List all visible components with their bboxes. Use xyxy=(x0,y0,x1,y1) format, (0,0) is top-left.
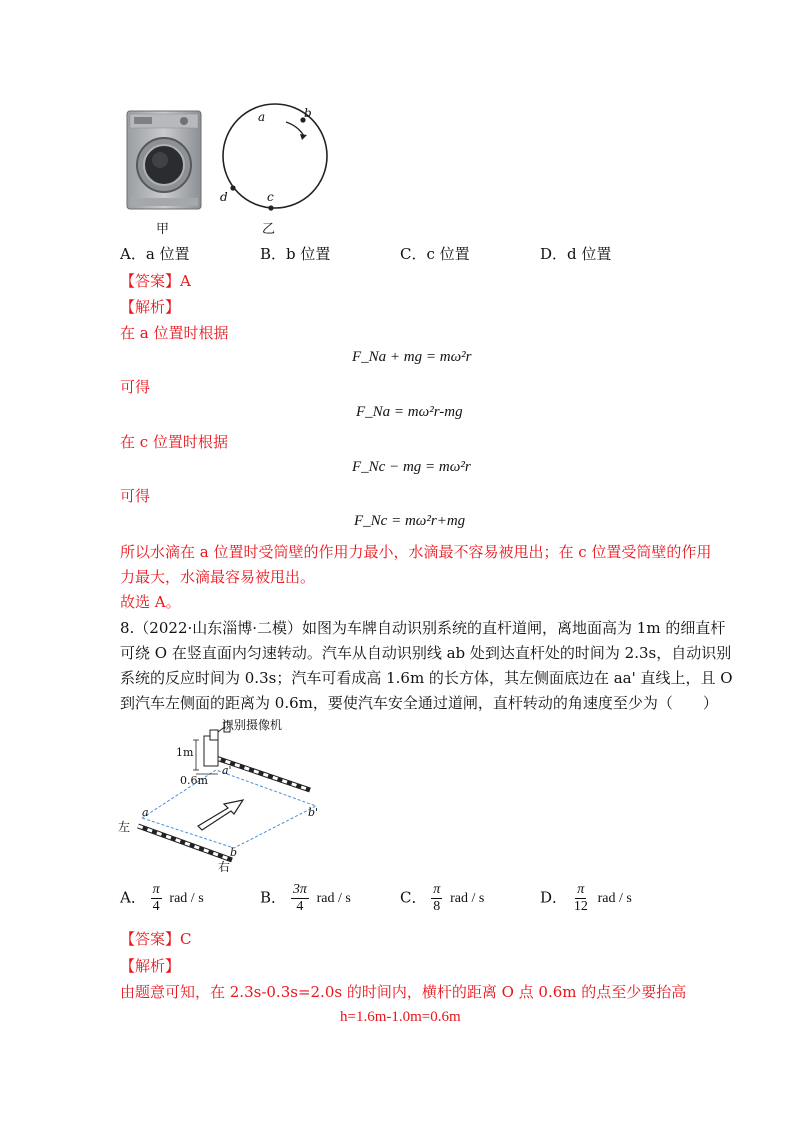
q8-option-c: C． $\frac{\pi}{8}$ rad / s xyxy=(400,882,485,914)
q8-formula: h=1.6m-1.0m=0.6m xyxy=(340,1009,461,1025)
q7-answer: 【答案】A xyxy=(120,272,191,290)
q8-stem-3: 系统的反应时间为 0.3s；汽车可看成高 1.6m 的长方体，其左侧面底边在 aa' 直线上，且 O xyxy=(120,669,733,687)
q7-option-a: A．a 位置 xyxy=(120,245,190,263)
q7-formula-2: F_Na = mω²r-mg xyxy=(356,404,463,420)
q8-option-d: D． $\frac{\pi}{12}$ rad / s xyxy=(540,882,632,914)
q7-formula-4: F_Nc = mω²r+mg xyxy=(354,513,466,529)
q7-conclusion-2: 力最大，水滴最容易被甩出。 xyxy=(120,568,316,586)
label-distance: 0.6m xyxy=(180,774,208,787)
q8-stem-1: 8.（2022·山东淄博·二模）如图为车牌自动识别系统的直杆道闸，离地面高为 1m 的细直杆 xyxy=(120,619,726,637)
q8-option-b: B． $\frac{3\pi}{4}$ rad / s xyxy=(260,882,351,914)
q7-conclusion-1: 所以水滴在 a 位置时受筒壁的作用力最小，水滴最不容易被甩出；在 c 位置受筒壁的作用 xyxy=(120,543,712,561)
circle-label-b: b xyxy=(304,106,312,120)
circle-label-c: c xyxy=(267,190,274,204)
barrier-gate-diagram xyxy=(118,718,348,876)
figure-caption-jia: 甲 xyxy=(156,222,170,237)
circle-label-a: a xyxy=(258,110,266,124)
label-b: b xyxy=(230,846,238,859)
q7-formula-1: F_Na + mg = mω²r xyxy=(352,349,472,365)
label-a: a xyxy=(142,806,149,819)
q7-step-3: 在 c 位置时根据 xyxy=(120,433,228,451)
label-height: 1m xyxy=(176,746,194,759)
q8-option-a: A． $\frac{\pi}{4}$ rad / s xyxy=(120,882,204,914)
circle-label-d: d xyxy=(220,190,228,204)
label-a-prime: a' xyxy=(222,764,232,777)
q7-choose: 故选 A。 xyxy=(120,593,181,611)
label-camera: 识别摄像机 xyxy=(222,718,283,732)
washing-machine-image xyxy=(126,110,202,210)
q7-step-1: 在 a 位置时根据 xyxy=(120,324,229,342)
q8-stem-2: 可绕 O 在竖直面内匀速转动。汽车从自动识别线 ab 处到达直杆处的时间为 2.3s，自动识别 xyxy=(120,644,732,662)
q8-step-1: 由题意可知，在 2.3s-0.3s=2.0s 的时间内，横杆的距离 O 点 0.6m 的点至少要抬高 xyxy=(120,983,687,1001)
q7-formula-3: F_Nc − mg = mω²r xyxy=(352,459,471,475)
figure-caption-yi: 乙 xyxy=(262,222,276,237)
q7-analysis-title: 【解析】 xyxy=(120,298,181,316)
label-right: 右 xyxy=(218,860,231,874)
q8-stem-4: 到汽车左侧面的距离为 0.6m，要使汽车安全通过道闸，直杆转动的角速度至少为（ ） xyxy=(120,694,718,712)
q8-answer: 【答案】C xyxy=(120,930,192,948)
q7-option-d: D．d 位置 xyxy=(540,245,612,263)
q7-step-4: 可得 xyxy=(120,487,151,505)
circle-diagram xyxy=(212,98,338,216)
label-b-prime: b' xyxy=(308,806,319,819)
q7-option-c: C．c 位置 xyxy=(400,245,470,263)
q7-step-2: 可得 xyxy=(120,378,151,396)
q7-option-b: B．b 位置 xyxy=(260,245,331,263)
q8-analysis-title: 【解析】 xyxy=(120,957,181,975)
label-left: 左 xyxy=(118,820,131,834)
